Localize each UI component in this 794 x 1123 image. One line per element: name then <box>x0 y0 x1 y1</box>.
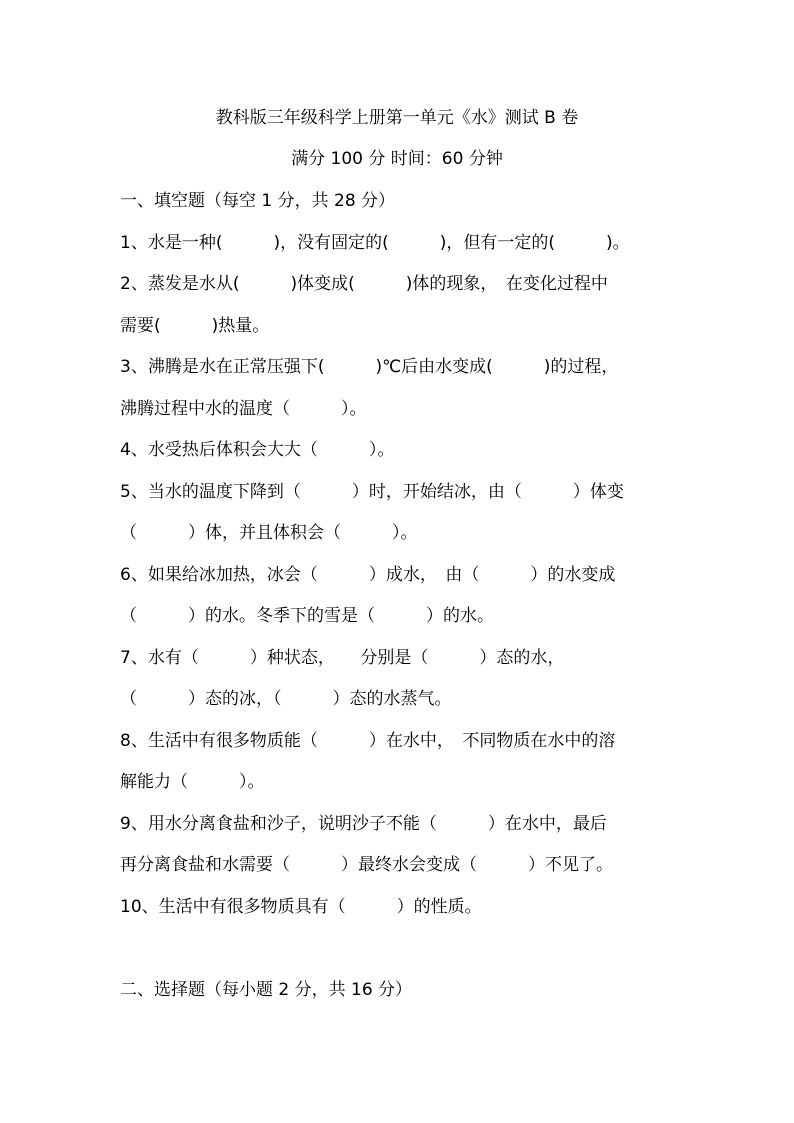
question-line: 沸腾过程中水的温度（ ）。 <box>120 399 367 419</box>
question-line: （ ）体，并且体积会（ ）。 <box>120 523 418 543</box>
question-line: 10、生活中有很多物质具有（ ）的性质。 <box>120 897 482 917</box>
page-title: 教科版三年级科学上册第一单元《水》测试 B 卷 <box>215 108 579 128</box>
question-line: 7、水有（ ）种状态， 分别是（ ）态的水， <box>120 648 565 668</box>
question-line: （ ）态的冰，（ ）态的水蒸气。 <box>120 689 452 709</box>
question-line: 5、当水的温度下降到（ ）时，开始结冰，由（ ）体变 <box>120 482 624 502</box>
question-line: 需要( )热量。 <box>120 316 270 336</box>
question-line: 解能力（ ）。 <box>120 772 265 792</box>
question-line: 3、沸腾是水在正常压强下( )℃后由水变成( )的过程， <box>120 357 619 377</box>
question-line: 1、水是一种( )，没有固定的( )，但有一定的( )。 <box>120 233 630 253</box>
question-line: 9、用水分离食盐和沙子，说明沙子不能（ ）在水中，最后 <box>120 814 607 834</box>
section-heading-multiple-choice: 二、选择题（每小题 2 分，共 16 分） <box>120 980 413 1000</box>
question-line: 8、生活中有很多物质能（ ）在水中， 不同物质在水中的溶 <box>120 731 616 751</box>
exam-info: 满分 100 分 时间：60 分钟 <box>291 149 503 169</box>
question-line: （ ）的水。冬季下的雪是（ ）的水。 <box>120 606 494 626</box>
section-heading-fill-in: 一、填空题（每空 1 分，共 28 分） <box>120 191 396 211</box>
question-line: 6、如果给冰加热，冰会（ ）成水， 由（ ）的水变成 <box>120 565 616 585</box>
question-line: 再分离食盐和水需要（ ）最终水会变成（ ）不见了。 <box>120 855 613 875</box>
question-line: 4、水受热后体积会大大（ ）。 <box>120 440 395 460</box>
question-line: 2、蒸发是水从( )体变成( )体的现象， 在变化过程中 <box>120 274 608 294</box>
